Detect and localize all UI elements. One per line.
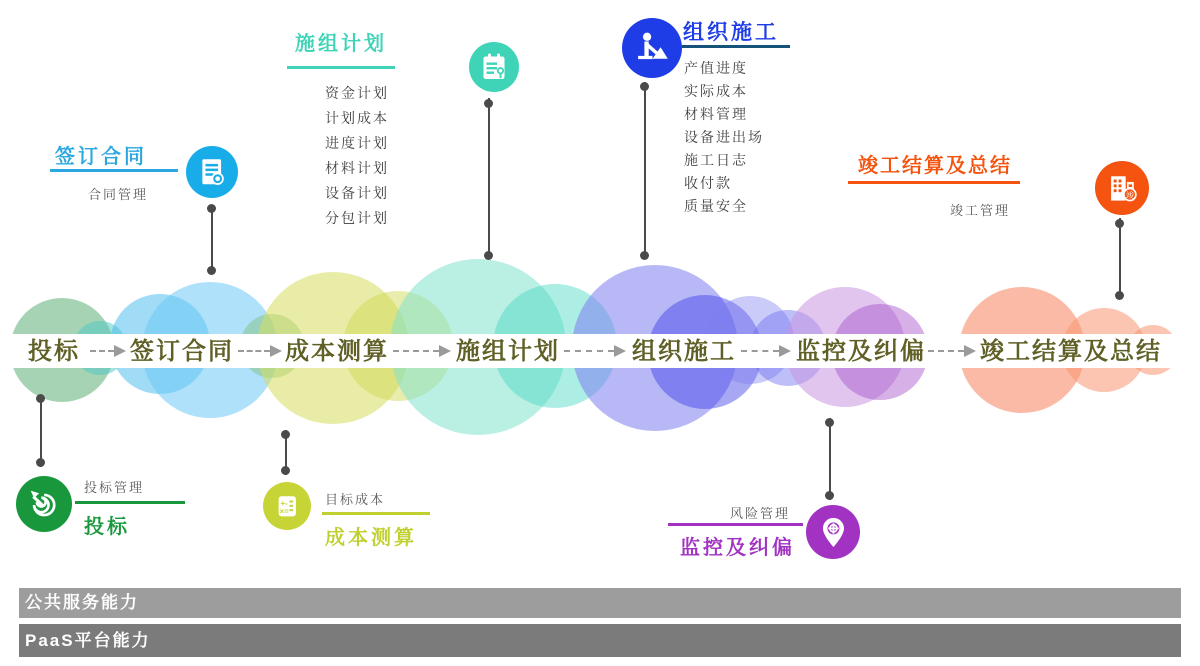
planning-item: 材料计划 [325,160,389,176]
completion-badge: 竣 [1125,190,1134,200]
bidding-underline [75,501,185,504]
bidding-callout-subtitle: 投标管理 [84,480,145,495]
flow-arrow-icon [741,350,779,352]
construction-item-list [684,57,764,218]
construction-item: 质量安全 [684,198,748,214]
public-service-bar-label: 公共服务能力 [25,593,139,612]
location-pin-icon [806,505,860,559]
connector-line [488,98,490,258]
target-dart-icon [16,476,72,532]
construction-item: 收付款 [684,175,732,191]
flow-stage-contract: 签订合同 [130,338,234,365]
monitoring-callout-title: 监控及纠偏 [680,537,795,559]
connector-dot [36,458,45,467]
construction-item: 产值进度 [684,60,748,76]
flow-arrow-icon [393,350,439,352]
planning-item-list [325,81,389,231]
connector-dot [640,251,649,260]
bidding-callout-title: 投标 [84,516,130,538]
monitoring-callout-subtitle: 风险管理 [730,506,791,521]
contract-callout-subtitle: 合同管理 [88,187,149,202]
svg-text:×=: ×= [279,506,289,516]
connector-dot [36,394,45,403]
connector-dot [1115,291,1124,300]
planning-callout-title: 施组计划 [295,33,387,55]
public-service-bar [19,588,1181,618]
construction-item: 实际成本 [684,83,748,99]
completion-underline [848,181,1020,184]
connector-dot [640,82,649,91]
cost-underline [322,512,430,515]
planning-item: 进度计划 [325,135,389,151]
flow-stage-planning: 施组计划 [456,338,560,365]
cost-callout-title: 成本测算 [325,527,417,549]
connector-dot [281,466,290,475]
connector-line [211,206,213,272]
connector-dot [825,418,834,427]
flow-stage-cost: 成本测算 [285,338,389,365]
connector-line [644,82,646,258]
cost-callout-subtitle: 目标成本 [325,492,386,507]
flow-stage-monitoring: 监控及纠偏 [796,338,926,365]
flow-stage-completion: 竣工结算及总结 [980,338,1162,365]
flow-arrow-icon [564,350,614,352]
connector-line [829,418,831,500]
planning-item: 计划成本 [325,110,389,126]
connector-line [40,395,42,467]
planning-item: 资金计划 [325,85,389,101]
monitoring-underline [668,523,803,526]
connector-dot [825,491,834,500]
calculator-icon [263,482,311,530]
completion-callout-subtitle: 竣工管理 [950,203,1011,218]
flow-stage-construction: 组织施工 [632,338,736,365]
connector-dot [207,266,216,275]
connector-dot [1115,219,1124,228]
contract-callout-title: 签订合同 [55,146,147,168]
planning-underline [287,66,395,69]
connector-dot [484,251,493,260]
construction-item: 施工日志 [684,152,748,168]
paas-platform-bar [19,624,1181,657]
construction-worker-icon [622,18,682,78]
flow-stage-bidding: 投标 [28,338,80,365]
construction-item: 材料管理 [684,106,748,122]
connector-dot [281,430,290,439]
connector-line [1119,218,1121,298]
clipboard-icon [469,42,519,92]
construction-callout-title: 组织施工 [683,21,779,44]
paas-platform-bar-label: PaaS平台能力 [25,631,151,650]
construction-underline [682,45,790,48]
completion-building-icon [1095,161,1149,215]
planning-item: 设备计划 [325,185,389,201]
contract-icon [186,146,238,198]
flow-arrow-icon [238,350,270,352]
connector-dot [484,99,493,108]
flow-arrow-icon [90,350,114,352]
construction-item: 设备进出场 [684,129,764,145]
svg-text:+-: +- [280,498,288,508]
completion-callout-title: 竣工结算及总结 [858,155,1012,177]
connector-dot [207,204,216,213]
contract-underline [50,169,178,172]
flow-arrow-icon [928,350,964,352]
planning-item: 分包计划 [325,210,389,226]
